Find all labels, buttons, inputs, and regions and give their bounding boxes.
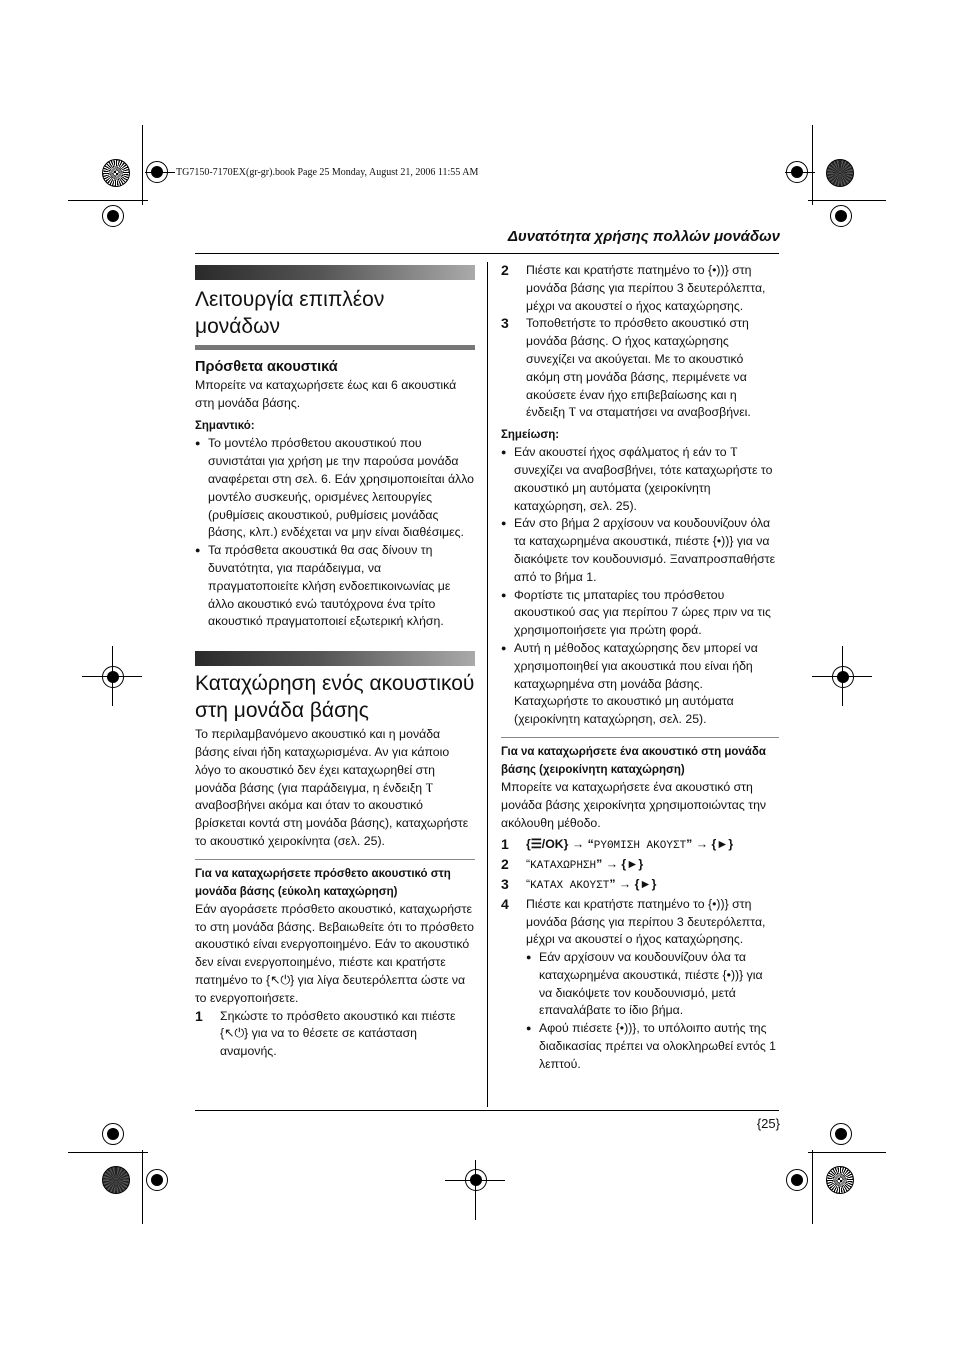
- registration-target-icon: [102, 1123, 124, 1145]
- column-divider: [487, 262, 488, 1107]
- display-text: ΚΑΤΑΧ ΑΚΟΥΣΤ: [530, 879, 610, 892]
- step-item: [501, 836, 779, 856]
- step-number: 3: [501, 315, 509, 332]
- section-band: [195, 651, 475, 666]
- important-label: Σημαντικό:: [195, 420, 255, 433]
- step-text: Τοποθετήστε το πρόσθετο ακουστικό στη μονάδα βάσης. Ο ήχος καταχώρησης συνεχίζει να ακούγεται. Με το ακουστικό ακόμη στη μονάδα βάσης, περιμένετε να ακούσετε έναν ήχο επιβεβαίωσης και η ένδειξη Ⲧ να σταματήσει να αναβοσβήνει.: [526, 316, 751, 420]
- running-title: Δυνατότητα χρήσης πολλών μονάδων: [507, 228, 780, 245]
- paragraph: Το περιλαμβανόμενο ακουστικό και η μονάδα βάσης είναι ήδη καταχωρισμένα. Αν για κάποιο λόγο το ακουστικό δεν έχει καταχωρηθεί στη μονάδα βάσης (για παράδειγμα, η ένδειξη Ⲧ αναβοσβήνει ακόμα και όταν το ακουστικό βρίσκεται κοντά στη μονάδα βάσης), καταχωρήστε το ακουστικό χειροκίνητα (σελ. 25).: [195, 727, 469, 848]
- registration-disc-icon: [826, 1166, 854, 1194]
- paragraph: Εάν αγοράσετε πρόσθετο ακουστικό, καταχωρήστε το στη μονάδα βάσης. Βεβαιωθείτε ότι το πρόσθετο ακουστικό είναι ενεργοποιημένο. Εάν το ακουστικό δεν είναι ενεργοποιημένο, πιέστε και κρατήστε πατημένο το {↖⏻} για λίγα δευτερόλεπτα ώστε να το ενεργοποιήσετε.: [195, 901, 474, 1005]
- step-item: [501, 876, 779, 896]
- step-item: [501, 262, 779, 315]
- display-text: ΚΑΤΑΧΩΡΗΣΗ: [530, 860, 597, 873]
- registration-disc-icon: [826, 159, 854, 187]
- print-header: TG7150-7170EX(gr-gr).book Page 25 Monday, August 21, 2006 11:55 AM: [176, 167, 479, 178]
- bullet-item: ● Τα πρόσθετα ακουστικά θα σας δίνουν τη δυνατότητα, για παράδειγμα, να πραγματοποιείτε κλήση ενδοεπικοινωνίας με άλλο ακουστικό ενώ ταυτόχρονα ένα τρίτο ακουστικό πραγματοποιεί εξωτερική κλήση.: [195, 542, 475, 631]
- bullet-item: ● Εάν στο βήμα 2 αρχίσουν να κουδουνίζουν όλα τα καταχωρημένα ακουστικά, πιέστε {•))} για να διακόψετε τον κουδουνισμό. Ξαναπροσπαθήστε από το βήμα 1.: [501, 515, 779, 586]
- registration-target-icon: [786, 161, 808, 183]
- registration-target-icon: [102, 205, 124, 227]
- registration-target-icon: [146, 161, 168, 183]
- bullet-item: ● Το μοντέλο πρόσθετου ακουστικού που συνιστάται για χρήση με την παρούσα μονάδα αναφέρεται στη σελ. 6. Εάν χρησιμοποιείται άλλο μοντέλο συσκευής, ορισμένες λειτουργίες (ρυθμίσεις ακουστικού, ρυθμίσεις μονάδας βάσης, κλπ.) ενδέχεται να μην είναι διαθέσιμες.: [195, 435, 475, 542]
- right-column: [501, 262, 779, 1074]
- step-item: [501, 896, 779, 1074]
- header-rule: [195, 253, 779, 254]
- step-number: 1: [195, 1007, 203, 1024]
- subheading: Για να καταχωρήσετε ένα ακουστικό στη μονάδα βάσης (χειροκίνητη καταχώρηση): [501, 745, 766, 776]
- registration-target-icon: [146, 1169, 168, 1191]
- bullet-item: ● Εάν αρχίσουν να κουδουνίζουν όλα τα καταχωρημένα ακουστικά, πιέστε {•))} για να διακόψετε τον κουδουνισμό, μετά επαναλάβατε το ίδιο βήμα.: [526, 949, 779, 1020]
- registration-target-icon: [832, 666, 854, 688]
- step-key: “: [526, 857, 531, 872]
- step-item: [195, 1008, 475, 1061]
- paragraph: Μπορείτε να καταχωρήσετε έως και 6 ακουστικά στη μονάδα βάσης.: [195, 377, 457, 410]
- display-text: ΡΥΘΜΙΣΗ ΑΚΟΥΣΤ: [593, 840, 687, 853]
- registration-target-icon: [830, 205, 852, 227]
- note-label: Σημείωση:: [501, 429, 560, 442]
- registration-target-icon: [830, 1123, 852, 1145]
- divider: [501, 737, 779, 738]
- step-key: “: [526, 876, 531, 891]
- registration-disc-icon: [102, 1166, 130, 1194]
- registration-disc-icon: [102, 159, 130, 187]
- left-column: [195, 265, 475, 1061]
- bullet-item: ● Αφού πιέσετε {•))}, το υπόλοιπο αυτής της διαδικασίας πρέπει να ολοκληρωθεί εντός 1 λεπτού.: [526, 1020, 779, 1073]
- step-text: Πιέστε και κρατήστε πατημένο το {•))} στη μονάδα βάσης για περίπου 3 δευτερόλεπτα, μέχρι να ακουστεί ο ήχος καταχώρησης.: [526, 263, 766, 313]
- paragraph: Μπορείτε να καταχωρήσετε ένα ακουστικό στη μονάδα βάσης χειροκίνητα χρησιμοποιώντας την ακόλουθη μέθοδο.: [501, 779, 767, 830]
- step-number: 2: [501, 856, 509, 873]
- section-band: [195, 265, 475, 280]
- registration-target-icon: [102, 666, 124, 688]
- step-key: ” → {►}: [686, 837, 734, 852]
- step-key: {☰/OK} → “: [526, 837, 594, 852]
- step-number: 3: [501, 875, 509, 892]
- bullet-item: ● Φορτίστε τις μπαταρίες του πρόσθετου ακουστικού σας για περίπου 7 ώρες πριν να τις χρησιμοποιήσετε για πρώτη φορά.: [501, 587, 779, 640]
- step-item: [501, 856, 779, 876]
- step-item: [501, 315, 779, 422]
- step-text: Σηκώστε το πρόσθετο ακουστικό και πιέστε {↖⏻} για να το θέσετε σε κατάσταση αναμονής.: [220, 1008, 456, 1059]
- registration-target-icon: [465, 1169, 487, 1191]
- registration-target-icon: [786, 1169, 808, 1191]
- section-band: [195, 345, 475, 350]
- page-number: {25}: [756, 1116, 780, 1131]
- section-heading: Λειτουργία επιπλέον μονάδων: [195, 288, 385, 338]
- bullet-item: ● Αυτή η μέθοδος καταχώρησης δεν μπορεί να χρησιμοποιηθεί για ακουστικά που είναι ήδη καταχωρημένα στη μονάδα βάσης. Καταχωρήστε το ακουστικό μη αυτόματα (χειροκίνητη καταχώρηση, σελ. 25).: [501, 640, 779, 729]
- step-key: ” → {►}: [596, 857, 644, 872]
- step-number: 2: [501, 262, 509, 278]
- section-heading: Καταχώρηση ενός ακουστικού στη μονάδα βάσης: [195, 672, 475, 723]
- step-text: Πιέστε και κρατήστε πατημένο το {•))} στη μονάδα βάσης για περίπου 3 δευτερόλεπτα, μέχρι να ακουστεί ο ήχος καταχώρησης.: [526, 896, 766, 947]
- step-number: 4: [501, 895, 509, 912]
- divider: [195, 859, 475, 860]
- step-number: 1: [501, 836, 509, 853]
- subheading: Πρόσθετα ακουστικά: [195, 359, 338, 375]
- subheading: Για να καταχωρήσετε πρόσθετο ακουστικό στη μονάδα βάσης (εύκολη καταχώρηση): [195, 867, 451, 898]
- footer-rule: [195, 1110, 779, 1111]
- step-key: ” → {►}: [609, 876, 657, 891]
- bullet-item: ● Εάν ακουστεί ήχος σφάλματος ή εάν το Ⲧ συνεχίζει να αναβοσβήνει, τότε καταχωρήστε το ακουστικό μη αυτόματα (χειροκίνητη καταχώρηση, σελ. 25).: [501, 444, 779, 515]
